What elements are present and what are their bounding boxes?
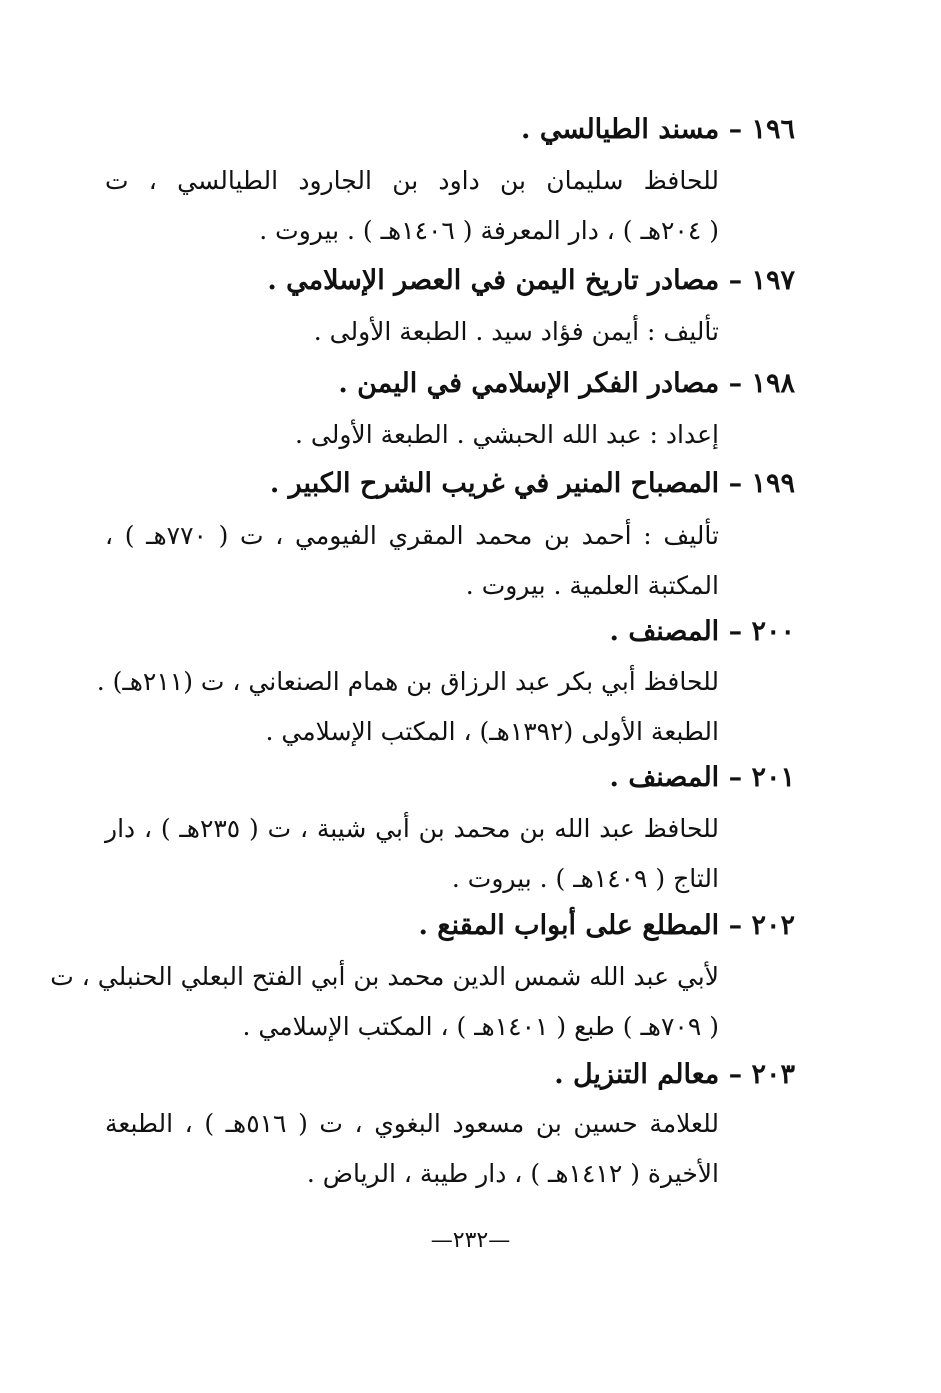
entry-line: الأخيرة ( ١٤١٢هـ ) ، دار طيبة ، الرياض . [306,1159,719,1188]
entry-heading: ٢٠٢ – المطلع على أبواب المقنع . [418,910,795,941]
entry-heading: ١٩٩ – المصباح المنير في غريب الشرح الكبير . [269,468,795,499]
entry-line: المكتبة العلمية . بيروت . [465,571,719,600]
page-number: —٢٣٢— [430,1228,511,1253]
entry-heading: ١٩٦ – مسند الطيالسي . [521,114,795,145]
entry-heading: ١٩٨ – مصادر الفكر الإسلامي في اليمن . [338,368,795,399]
entry-line: ( ٢٠٤هـ ) ، دار المعرفة ( ١٤٠٦هـ ) . بيروت . [259,216,719,245]
entry-line: لأبي عبد الله شمس الدين محمد بن أبي الفتح البعلي الحنبلي ، ت [50,962,719,991]
entry-line: للحافظ أبي بكر عبد الرزاق بن همام الصنعاني ، ت (٢١١هـ) . [96,667,719,696]
entry-line: إعداد : عبد الله الحبشي . الطبعة الأولى . [295,420,719,449]
entry-line: للحافظ سليمان بن داود بن الجارود الطيالسي ، ت [105,166,719,195]
entry-line: للحافظ عبد الله بن محمد بن أبي شيبة ، ت ( ٢٣٥هـ ) ، دار [105,814,719,843]
entry-line: تأليف : أحمد بن محمد المقري الفيومي ، ت ( ٧٧٠هـ ) ، [105,521,719,550]
entry-line: التاج ( ١٤٠٩هـ ) . بيروت . [451,864,719,893]
entry-heading: ١٩٧ – مصادر تاريخ اليمن في العصر الإسلامي . [267,265,795,296]
entry-line: الطبعة الأولى (١٣٩٢هـ) ، المكتب الإسلامي . [265,717,719,746]
entry-heading: ٢٠٠ – المصنف . [609,616,795,647]
entry-line: ( ٧٠٩هـ ) طبع ( ١٤٠١هـ ) ، المكتب الإسلامي . [242,1012,719,1041]
entry-line: للعلامة حسين بن مسعود البغوي ، ت ( ٥١٦هـ ) ، الطبعة [105,1109,720,1138]
entry-heading: ٢٠٣ – معالم التنزيل . [554,1059,795,1090]
entry-line: تأليف : أيمن فؤاد سيد . الطبعة الأولى . [313,317,719,346]
entry-heading: ٢٠١ – المصنف . [609,762,795,793]
